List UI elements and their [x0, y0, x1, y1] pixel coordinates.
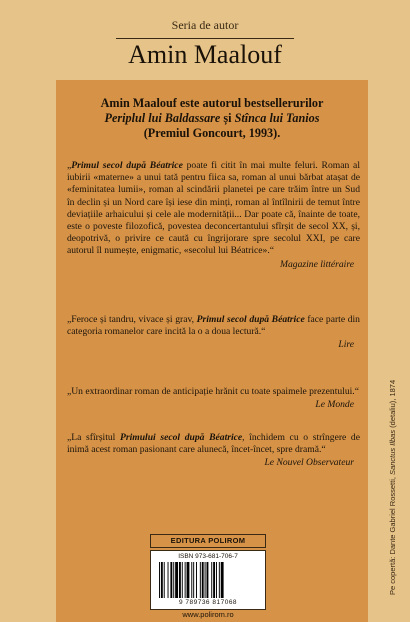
barcode-bar: [168, 562, 169, 598]
barcode-bar: [185, 562, 186, 598]
barcode-bar: [221, 562, 224, 598]
barcode-bar: [179, 562, 181, 598]
barcode-bar: [182, 562, 183, 598]
quote-text: „La sfîrșitul Primului secol după Béatrice, închidem cu o strîngere de inimă acest roman pasionant care alunecă, încet-încet, spre dramă.“: [67, 432, 360, 456]
header-rule: [116, 38, 294, 39]
barcode-icon: [158, 562, 258, 598]
series-label: Seria de autor: [171, 18, 239, 32]
barcode-bar: [191, 562, 192, 598]
quote-book-title: Primul secol după Béatrice: [71, 160, 183, 171]
intro-award: (Premiul Goncourt, 1993).: [143, 126, 281, 140]
quote-source: Lire: [338, 339, 354, 351]
barcode-bar: [213, 562, 215, 598]
review-quote: [67, 314, 360, 352]
intro-titles: [60, 111, 364, 126]
barcode-bar: [200, 562, 201, 598]
isbn-text: ISBN 973-681-706-7: [178, 553, 238, 560]
barcode-bar: [161, 562, 163, 598]
barcode-bar: [187, 562, 190, 598]
cover-credit: Pe copertă: Dante Gabriel Rossetti, Sanctus Ilbas (detaliu), 1874: [388, 379, 397, 595]
quote-text: „Primul secol după Béatrice poate fi citit în mai multe feluri. Roman al iubirii «materne» a unui tată pentru fiica sa, roman al unui bărbat atașat de «feminitatea lumii», roman al scindării planetei pe care trăim între un Sud în declin și un Nord care își iese din minți, roman al întîlnirii de temut între deviațiile arhaicului și cele ale modernității... Dar poate că, înainte de toate, este o poveste filozofică, povestea deconcertantului sfîrșit de secol XX, și, deopotrivă, o privire ce caută cu îngrijorare spre secolul XXI, pe care autorul îl numește, enigmatic, «secolul lui Béatrice».“: [67, 160, 360, 257]
barcode-box: [150, 550, 266, 610]
book-title-2: Stînca lui Tanios: [234, 111, 320, 125]
review-quote: [67, 432, 360, 470]
review-quote: [67, 386, 360, 411]
barcode-bar: [196, 562, 197, 598]
book-title-1: Periplul lui Baldassare: [104, 111, 221, 125]
quote-book-title: Primului secol după Béatrice: [120, 432, 243, 443]
publisher-website: www.polirom.ro: [182, 610, 234, 619]
intro-line: Amin Maalouf este autorul bestsellerurilor: [100, 96, 324, 110]
barcode-bar: [216, 562, 217, 598]
barcode-bar: [173, 562, 174, 598]
header-band: [0, 0, 410, 80]
intro-block: [60, 96, 364, 141]
quote-book-title: Primul secol după Béatrice: [196, 314, 305, 325]
quote-text: „Feroce și tandru, vivace și grav, Primul secol după Béatrice face parte din categoria romanelor care incită la o a doua lectură.“: [67, 314, 360, 338]
barcode-bar: [219, 562, 220, 598]
quote-source: Le Monde: [315, 399, 354, 411]
quote-source: Magazine littéraire: [280, 258, 354, 270]
barcode-bar: [207, 562, 209, 598]
publisher-label: EDITURA POLIROM: [150, 534, 266, 548]
barcode-bar: [170, 562, 172, 598]
quote-source: Le Nouvel Observateur: [264, 457, 354, 469]
barcode-bar: [202, 562, 204, 598]
author-name: Amin Maalouf: [128, 40, 282, 69]
barcode-number: 9 789736 817068: [178, 599, 238, 606]
barcode-bar: [164, 562, 165, 598]
quote-text: „Un extraordinar roman de anticipație hrănit cu toate spaimele prezentului.“: [67, 386, 359, 397]
barcode-bar: [175, 562, 178, 598]
barcode-bar: [205, 562, 206, 598]
barcode-bar: [193, 562, 194, 598]
barcode-bar: [159, 562, 160, 598]
barcode-bar: [211, 562, 212, 598]
intro-conj: și: [220, 111, 235, 125]
review-quote: [67, 160, 360, 271]
